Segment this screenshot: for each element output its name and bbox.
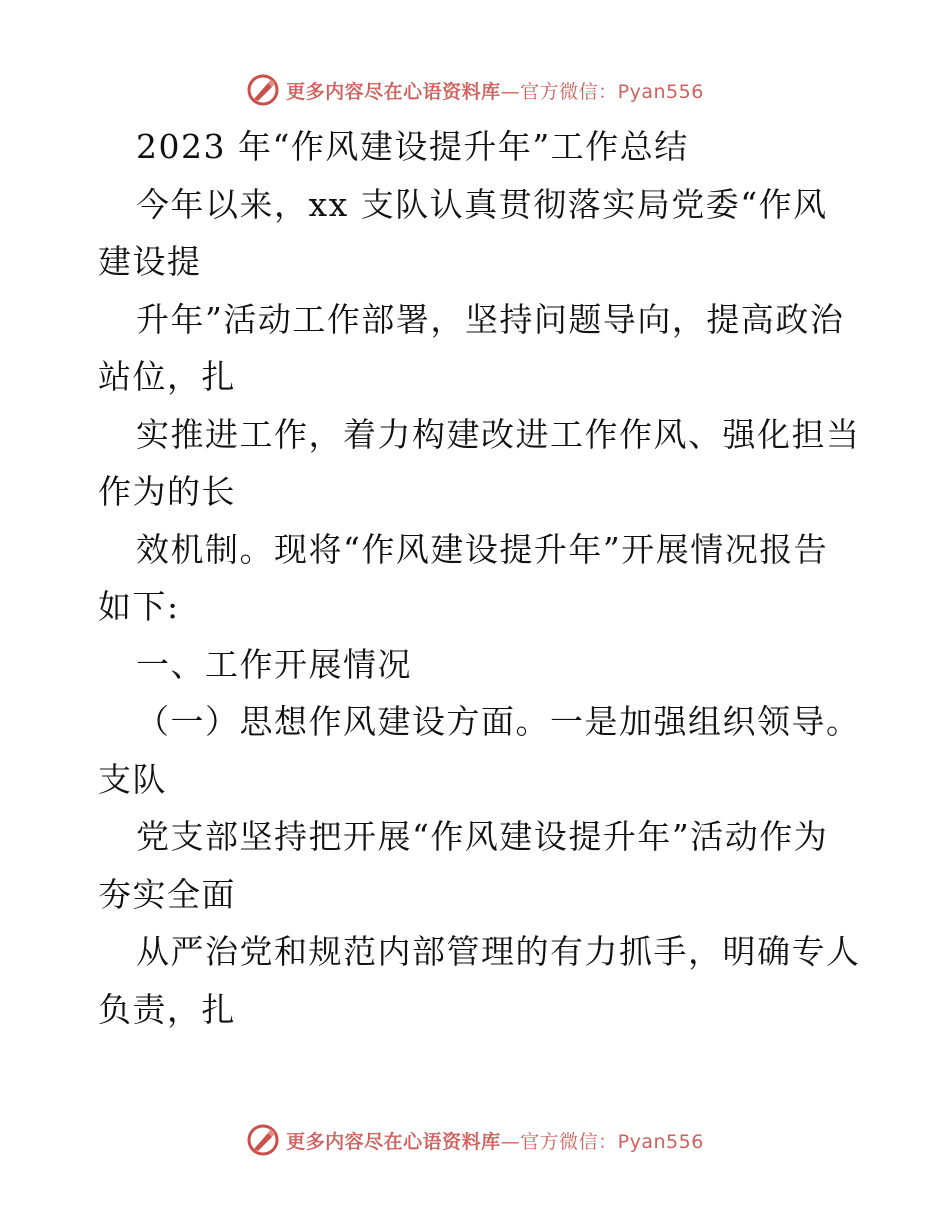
watermark-text: 更多内容尽在心语资料库—官方微信：Pyan556 bbox=[286, 80, 704, 103]
watermark-text: 更多内容尽在心语资料库—官方微信：Pyan556 bbox=[286, 1130, 704, 1153]
text-line: 从严治党和规范内部管理的有力抓手，明确专人 bbox=[136, 932, 861, 971]
text-line: 夯实全面 bbox=[98, 874, 236, 914]
text-line: （一）思想作风建设方面。一是加强组织领导。 bbox=[136, 702, 861, 741]
document-body bbox=[98, 118, 861, 1038]
watermark-footer bbox=[0, 1120, 950, 1160]
text-line: 2023 年“作风建设提升年”工作总结 bbox=[136, 127, 689, 166]
text-line: 党支部坚持把开展“作风建设提升年”活动作为 bbox=[136, 817, 829, 856]
pen-logo-icon bbox=[246, 73, 280, 107]
text-line: 一、工作开展情况 bbox=[136, 644, 412, 684]
text-line: 作为的长 bbox=[98, 472, 236, 511]
text-line: 建设提 bbox=[98, 242, 202, 281]
text-line: 如下: bbox=[98, 587, 180, 626]
text-line: 升年”活动工作部署，坚持问题导向，提高政治 bbox=[136, 299, 845, 339]
text-line: 站位，扎 bbox=[98, 357, 236, 396]
text-line: 效机制。现将“作风建设提升年”开展情况报告 bbox=[136, 529, 829, 569]
text-line: 今年以来，xx 支队认真贯彻落实局党委“作风 bbox=[136, 184, 828, 224]
text-line: 负责，扎 bbox=[98, 989, 236, 1029]
text-line: 支队 bbox=[98, 759, 167, 799]
pen-logo-icon bbox=[246, 1123, 280, 1157]
text-line: 实推进工作，着力构建改进工作作风、强化担当 bbox=[136, 414, 861, 454]
watermark-header bbox=[0, 70, 950, 110]
